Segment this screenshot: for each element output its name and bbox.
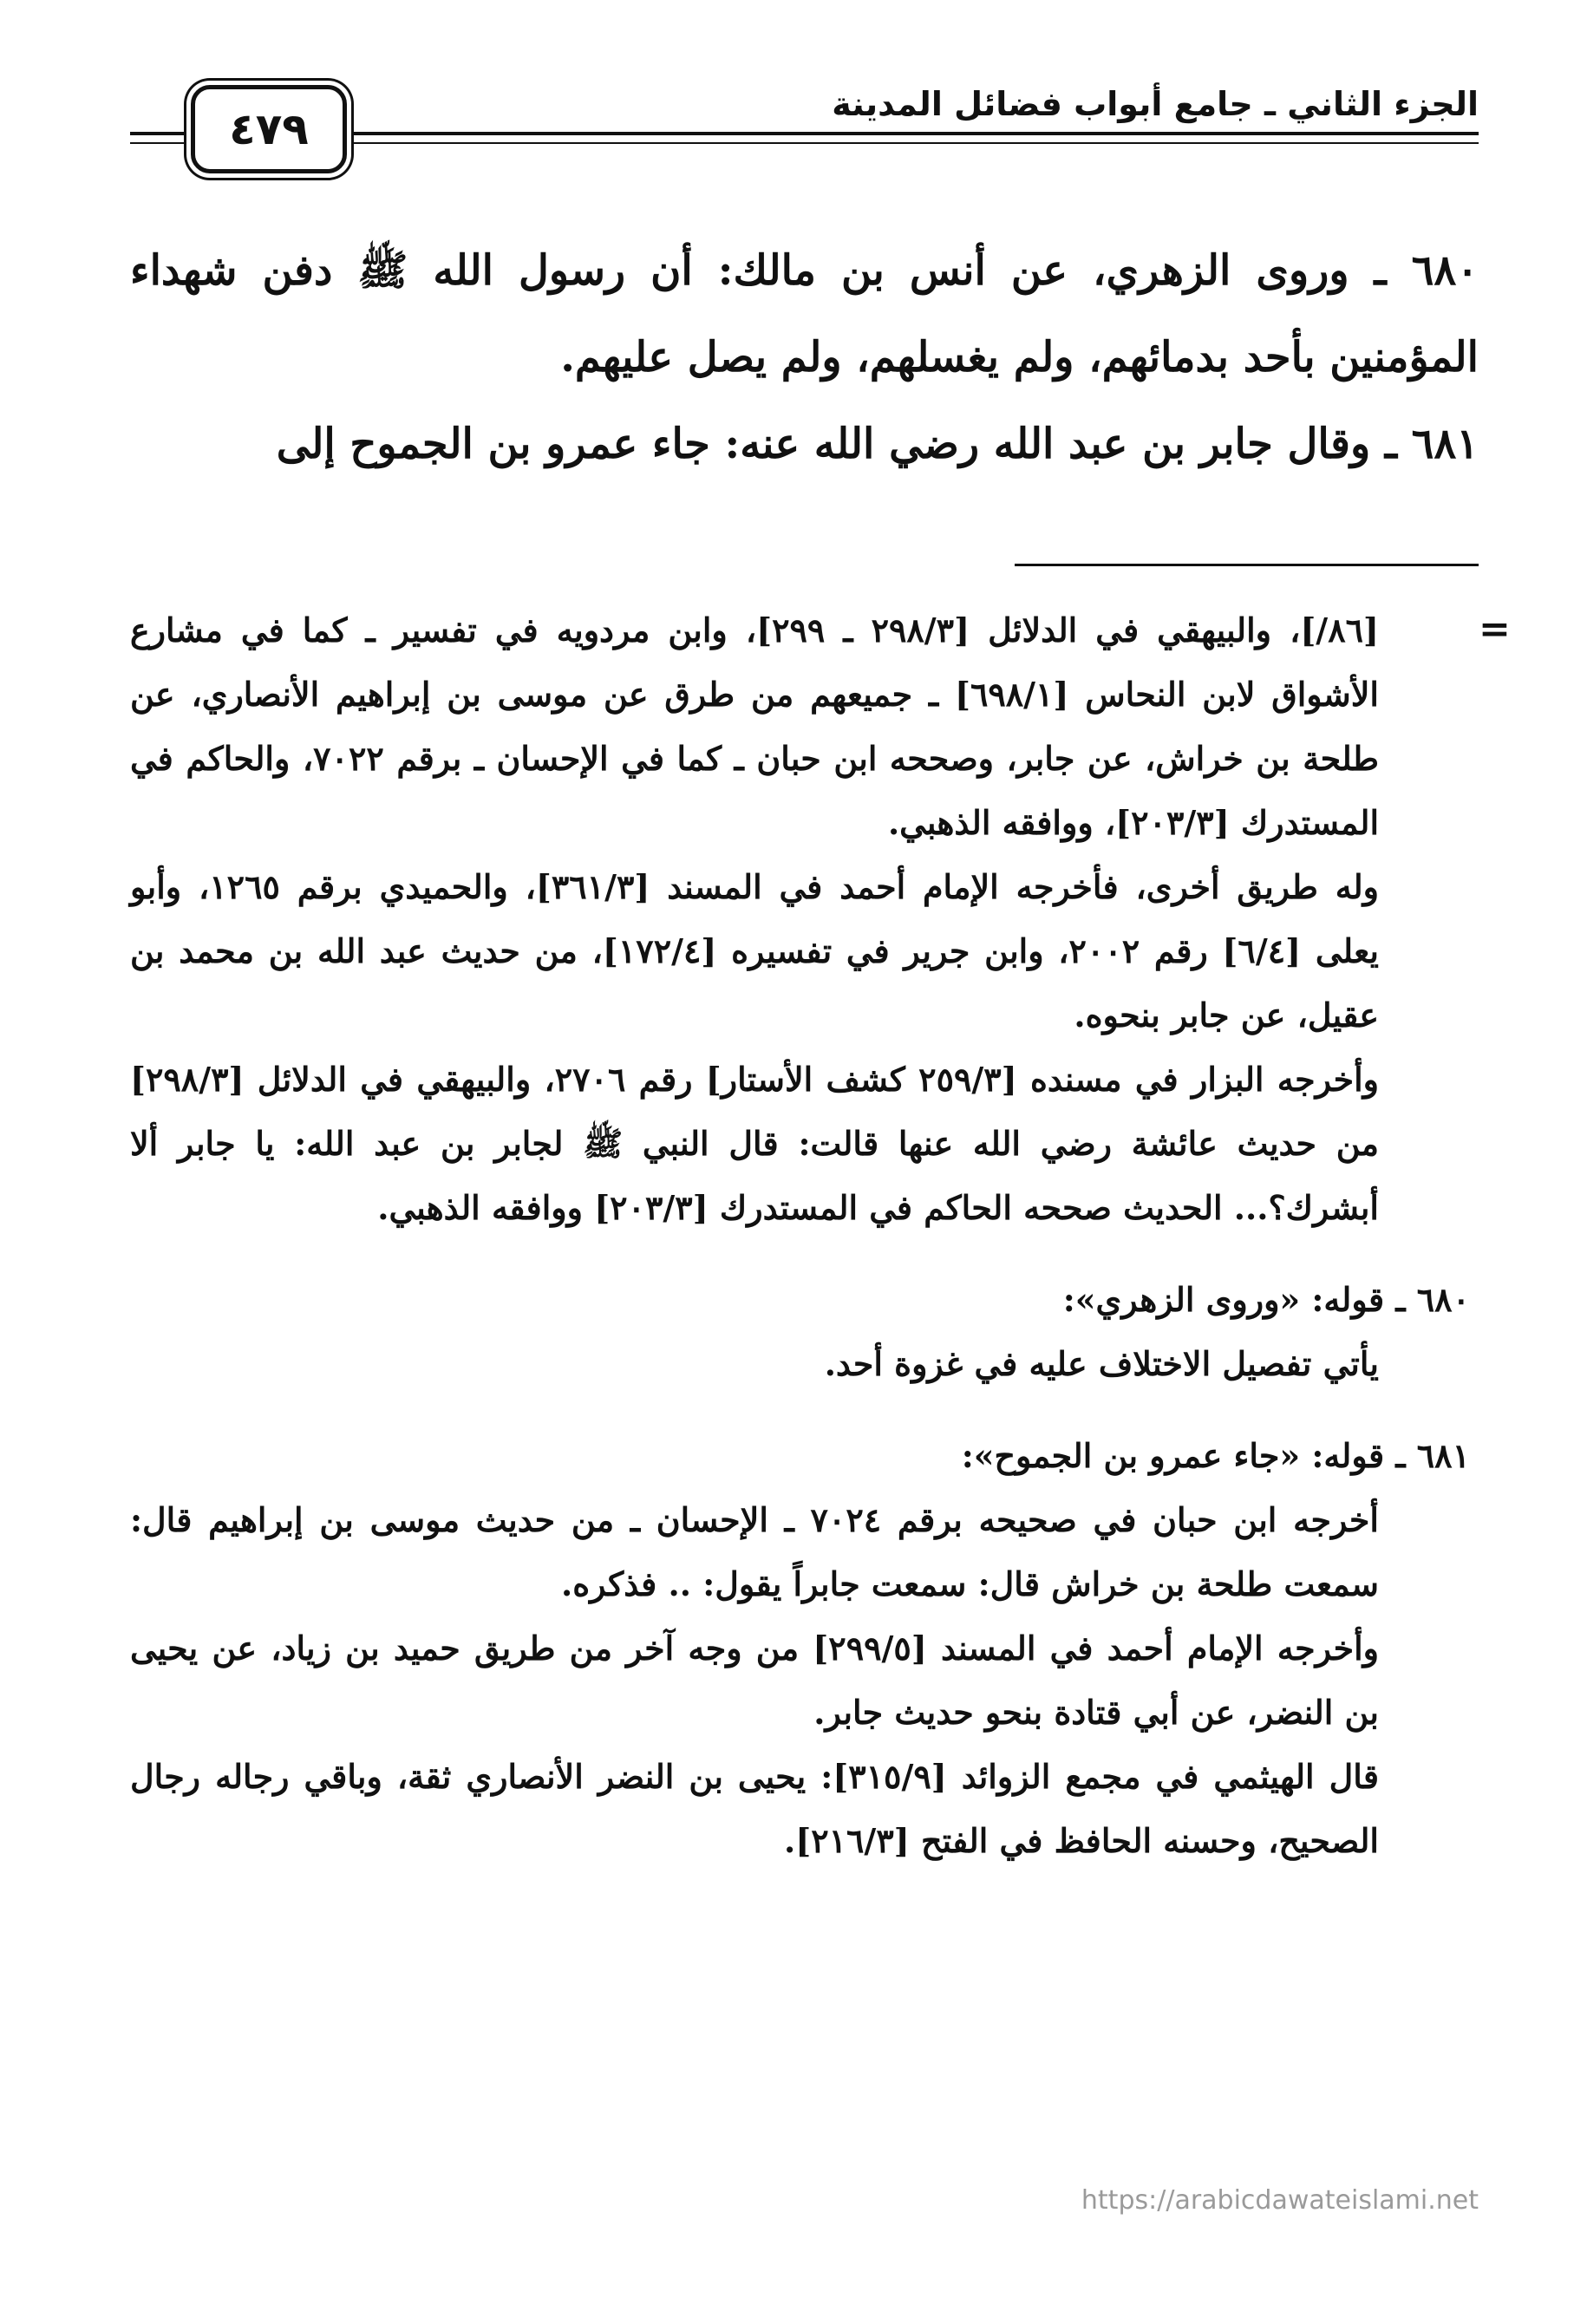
hadith-680: ٦٨٠ ـ وروى الزهري، عن أنس بن مالك: أن رسول الله ﷺ دفن شهداء المؤمنين بأحد بدمائهم، ولم يغسلهم، ولم يصل عليهم. — [130, 246, 1479, 382]
footnote-paragraph: وله طريق أخرى، فأخرجه الإمام أحمد في المسند [٣٦١/٣]، والحميدي برقم ١٢٦٥، وأبو يعلى [٦/٤] رقم ٢٠٠٢، وابن جرير في تفسيره [١٧٢/٤]، من حديث عبد الله بن محمد بن عقيل، عن جابر بنحوه. — [130, 867, 1380, 1035]
note-681-paragraph: قال الهيثمي في مجمع الزوائد [٣١٥/٩]: يحيى بن النضر الأنصاري ثقة، وباقي رجاله رجال الصحيح، وحسنه الحافظ في الفتح [٢١٦/٣]. — [130, 1757, 1379, 1860]
note-680-heading: ٦٨٠ ـ قوله: «وروى الزهري»: — [1062, 1280, 1470, 1319]
page-header — [130, 76, 1479, 163]
page-number: ٤٧٩ — [191, 85, 347, 173]
footnote-paragraph: وأخرجه البزار في مسنده [٢٥٩/٣ كشف الأستار] رقم ٢٧٠٦، والبيهقي في الدلائل [٢٩٨/٣] من حديث عائشة رضي الله عنها قالت: قال النبي ﷺ لجابر بن عبد الله: يا جابر ألا أبشرك؟... الحديث صححه الحاكم في المستدرك [٢٠٣/٣] ووافقه الذهبي. — [130, 1060, 1379, 1227]
note-681-paragraph: أخرجه ابن حبان في صحيحه برقم ٧٠٢٤ ـ الإحسان ـ من حديث موسى بن إبراهيم قال: سمعت طلحة بن خراش قال: سمعت جابراً يقول: .. فذكره. — [130, 1500, 1379, 1603]
note-681-paragraph: وأخرجه الإمام أحمد في المسند [٢٩٩/٥] من وجه آخر من طريق حميد بن زياد، عن يحيى بن النضر، عن أبي قتادة بنحو حديث جابر. — [130, 1629, 1379, 1732]
continuation-mark: = — [1479, 607, 1511, 651]
hadith-681: ٦٨١ ـ وقال جابر بن عبد الله رضي الله عنه: جاء عمرو بن الجموح إلى — [276, 420, 1479, 468]
watermark-url: https://arabicdawateislami.net — [1081, 2185, 1479, 2216]
footnote-separator — [1015, 564, 1479, 566]
footnotes — [130, 598, 1470, 1873]
footnote-paragraph: [٨٦/]، والبيهقي في الدلائل [٢٩٨/٣ ـ ٢٩٩]، وابن مردويه في تفسير ـ كما في مشارع الأشواق لابن النحاس [٦٩٨/١] ـ جميعهم من طرق عن موسى بن إبراهيم الأنصاري، عن طلحة بن خراش، عن جابر، وصححه ابن حبان ـ كما في الإحسان ـ برقم ٧٠٢٢، والحاكم في المستدرك [٢٠٣/٣]، ووافقه الذهبي. — [130, 610, 1380, 842]
running-title: الجزء الثاني ـ جامع أبواب فضائل المدينة — [832, 85, 1479, 123]
note-680-text: يأتي تفصيل الاختلاف عليه في غزوة أحد. — [824, 1344, 1379, 1383]
note-681-heading: ٦٨١ ـ قوله: «جاء عمرو بن الجموح»: — [961, 1436, 1470, 1475]
main-text — [130, 227, 1479, 487]
